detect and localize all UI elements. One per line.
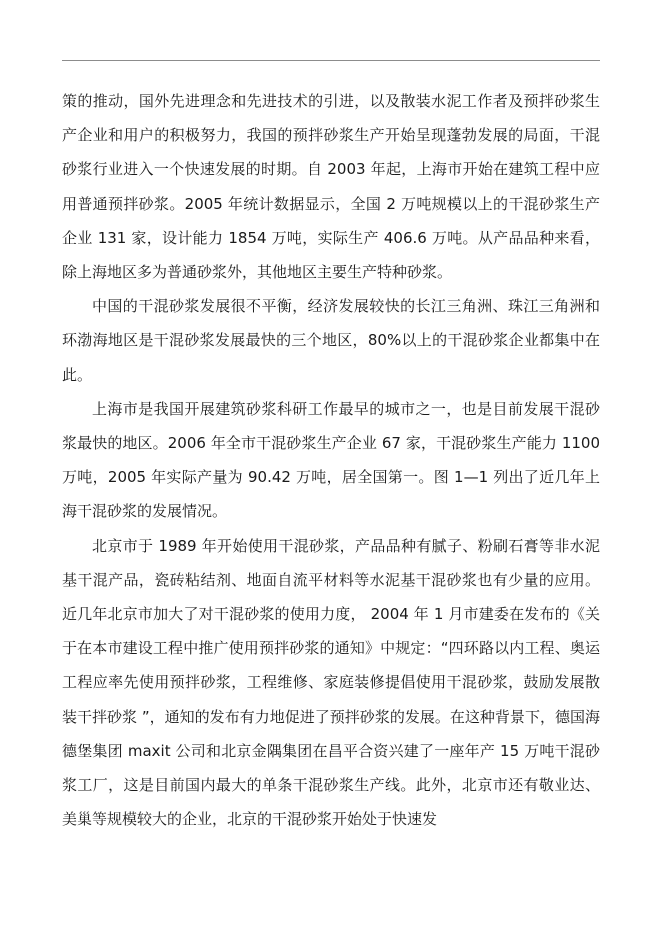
document-body — [62, 84, 600, 836]
paragraph-beijing: 北京市于 1989 年开始使用干混砂浆，产品品种有腻子、粉刷石膏等非水泥基干混产品，瓷砖粘结剂、地面自流平材料等水泥基干混砂浆也有少量的应用。近几年北京市加大了对干混砂浆的使用力度， 2004 年 1 月市建委在发布的《关于在本市建设工程中推广使用预拌砂浆的通知》中规定：“四环路以内工程、奥运工程应率先使用预拌砂浆，工程维修、家庭装修提倡使用干混砂浆，鼓励发展散装干拌砂浆 ”，通知的发布有力地促进了预拌砂浆的发展。在这种背景下，德国海德堡集团 maxit 公司和北京金隅集团在昌平合资兴建了一座年产 15 万吨干混砂浆工厂，这是目前国内最大的单条干混砂浆生产线。此外，北京市还有敬业达、美巢等规模较大的企业，北京的干混砂浆开始处于快速发 — [62, 536, 600, 829]
paragraph-continuation: 策的推动，国外先进理念和先进技术的引进，以及散装水泥工作者及预拌砂浆生产企业和用户的积极努力，我国的预拌砂浆生产开始呈现蓬勃发展的局面，干混砂浆行业进入一个快速发展的时期。自 2003 年起，上海市开始在建筑工程中应用普通预拌砂浆。2005 年统计数据显示，全国 2 万吨规模以上的干混砂浆生产企业 131 家，设计能力 1854 万吨，实际生产 406.6 万吨。从产品品种来看，除上海地区多为普通砂浆外，其他地区主要生产特种砂浆。 — [62, 92, 600, 282]
header-rule — [62, 60, 600, 61]
paragraph-china-regional: 中国的干混砂浆发展很不平衡，经济发展较快的长江三角洲、珠江三角洲和环渤海地区是干混砂浆发展最快的三个地区，80%以上的干混砂浆企业都集中在此。 — [62, 297, 600, 384]
paragraph-shanghai: 上海市是我国开展建筑砂浆科研工作最早的城市之一，也是目前发展干混砂浆最快的地区。2006 年全市干混砂浆生产企业 67 家，干混砂浆生产能力 1100 万吨，2005 年实际产量为 90.42 万吨，居全国第一。图 1—1 列出了近几年上海干混砂浆的发展情况。 — [62, 399, 600, 521]
